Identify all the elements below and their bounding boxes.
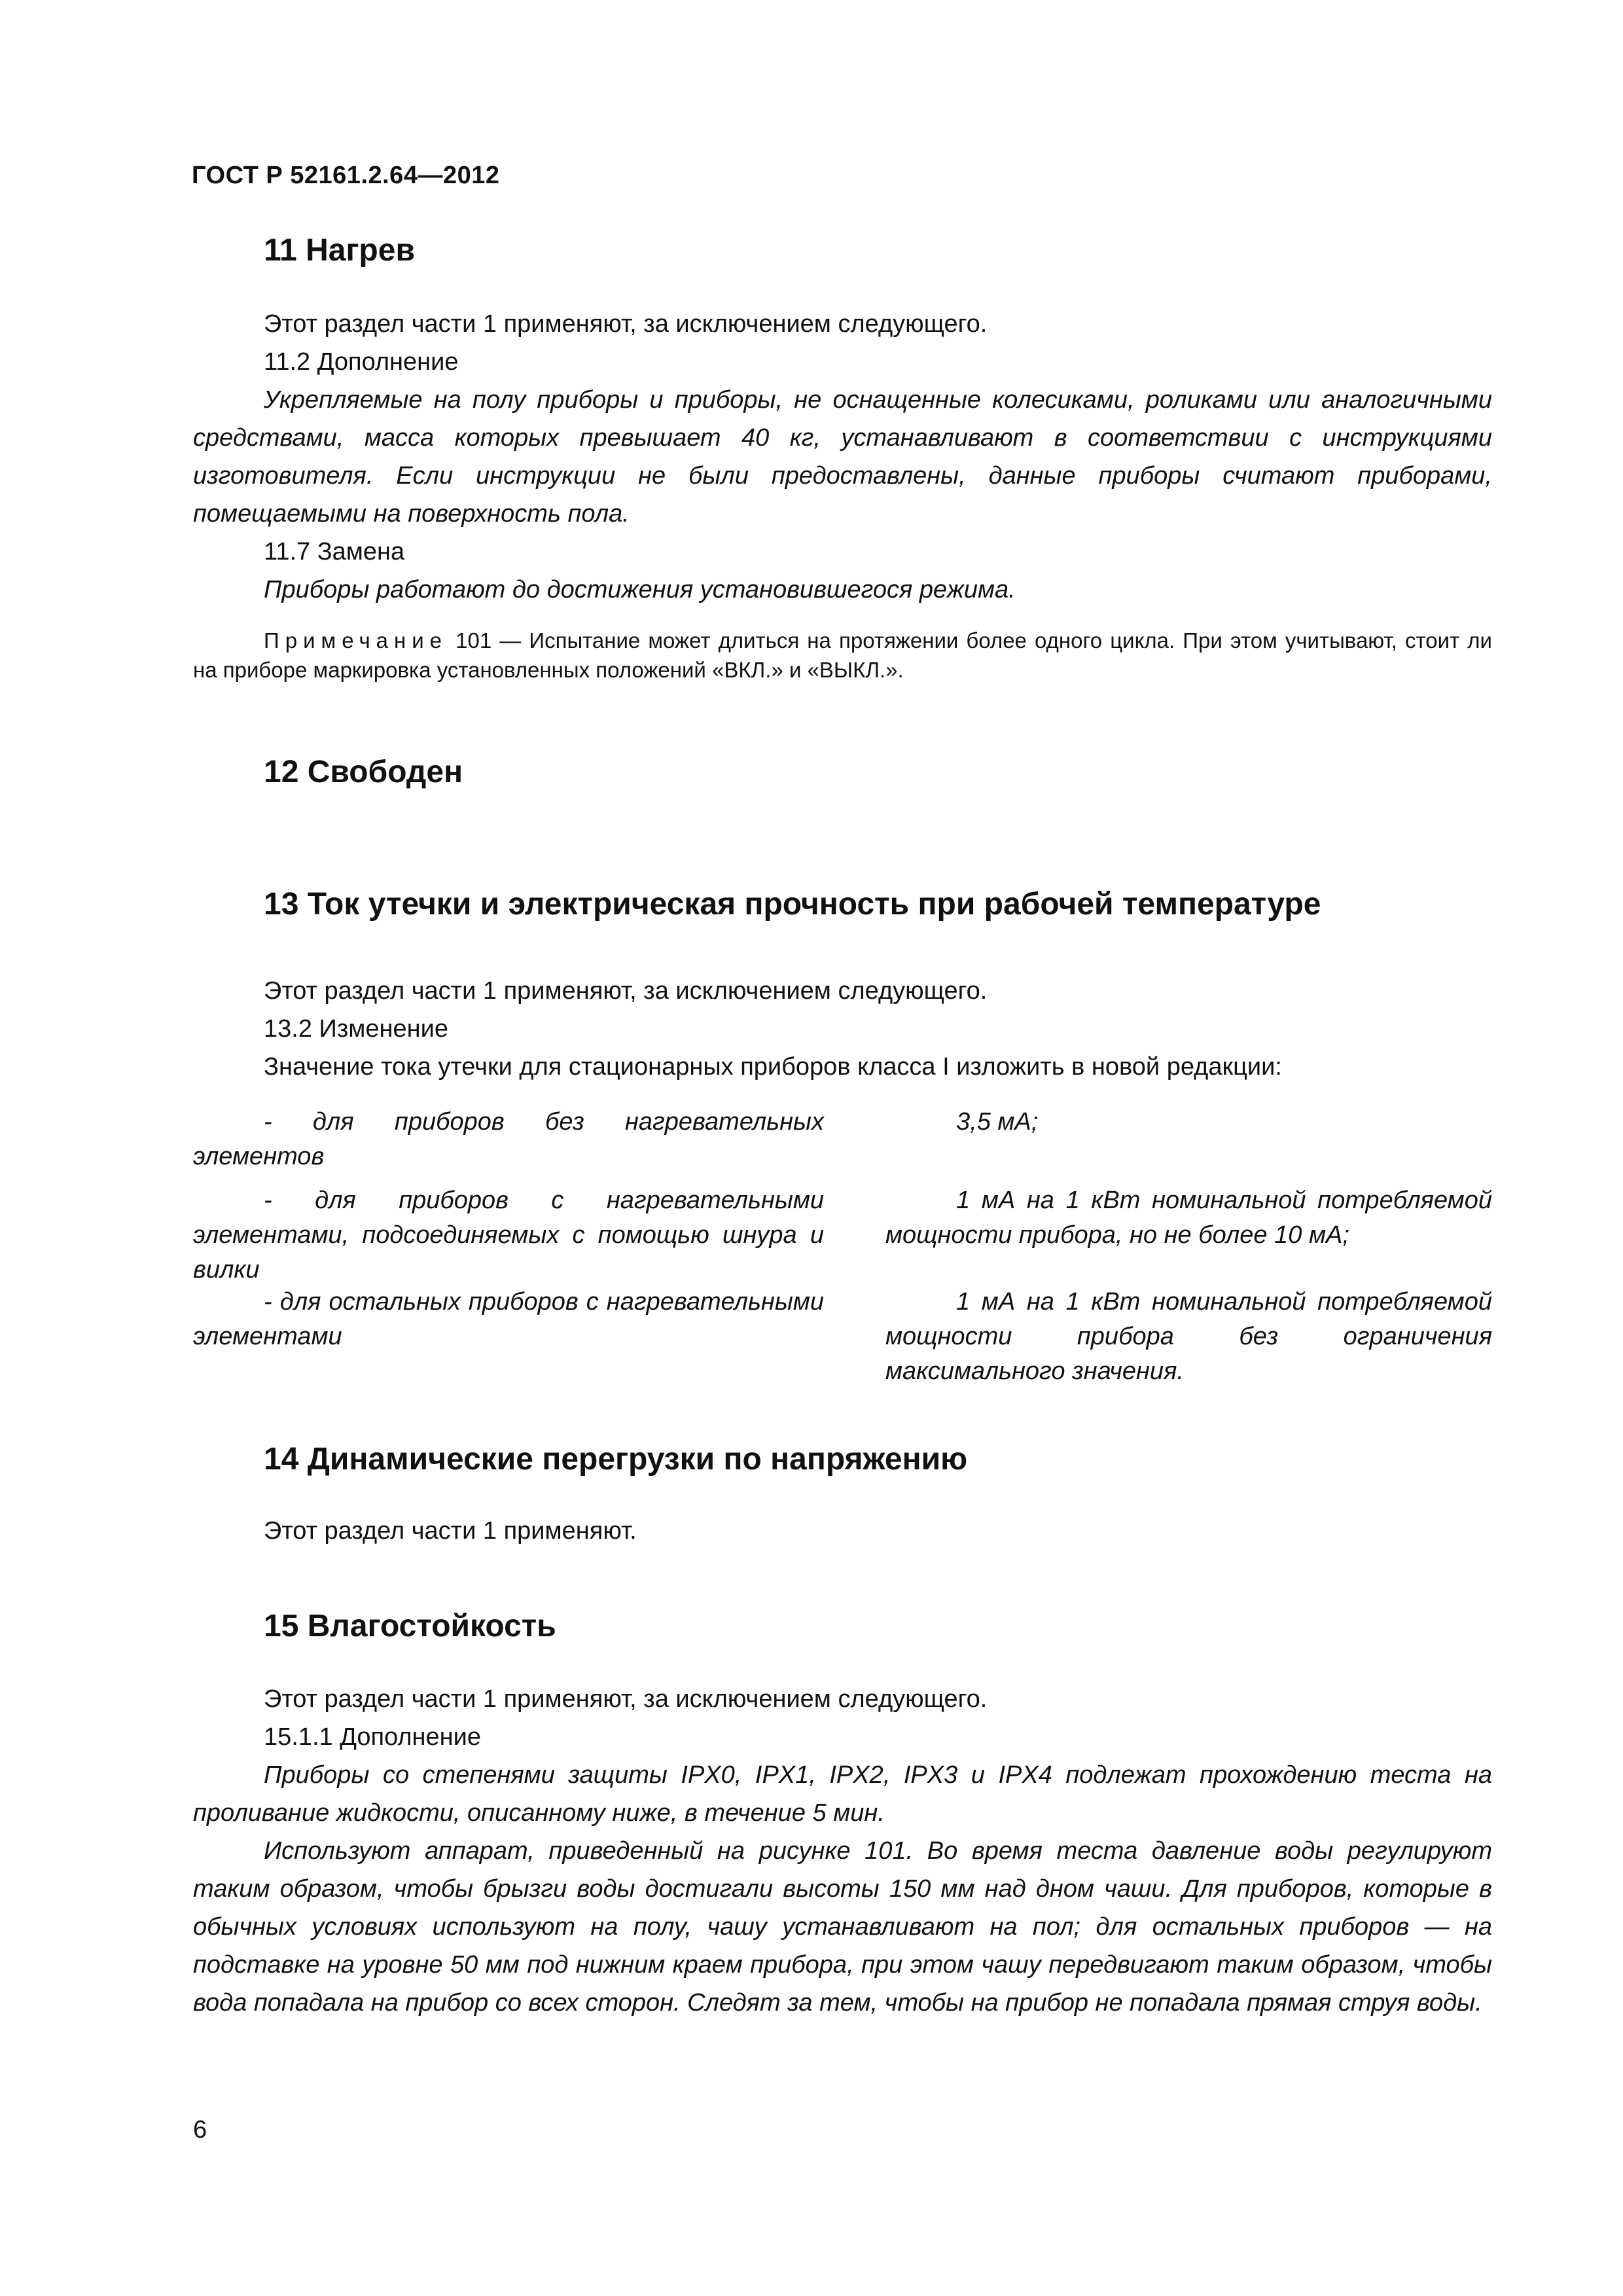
section-15-intro: Этот раздел части 1 применяют, за исключением следующего. — [264, 1685, 988, 1713]
clause-15-1-1-text-1: Приборы со степенями защиты IPX0, IPX1, IPX2, IPX3 и IPX4 подлежат прохождению теста на проливание жидкости, описанному ниже, в течение 5 мин. — [193, 1761, 1492, 1827]
clause-11-2-text: Укрепляемые на полу приборы и приборы, не оснащенные колесиками, роликами или аналогичными средствами, масса которых превышает 40 кг, устанавливают в соответствии с инструкциями изготовителя. Если инструкции не были предоставлены, данные приборы считают приборами, помещаемыми на поверхность пола. — [193, 386, 1492, 528]
leakage-condition: - для приборов без нагревательных элементов — [193, 1108, 824, 1170]
section-15-heading: 15 Влагостойкость — [264, 1609, 556, 1643]
section-12-heading: 12 Свободен — [264, 755, 463, 789]
leakage-condition: - для приборов с нагревательными элементами, подсоединяемых с помощью шнура и вилки — [193, 1187, 824, 1283]
section-13-intro: Этот раздел части 1 применяют, за исключением следующего. — [264, 977, 988, 1005]
section-13-heading: 13 Ток утечки и электрическая прочность при рабочей температуре — [264, 887, 1321, 922]
section-14-heading: 14 Динамические перегрузки по напряжению — [264, 1442, 968, 1477]
clause-11-7-text: Приборы работают до достижения установившегося режима. — [264, 576, 1016, 603]
document-code-header: ГОСТ Р 52161.2.64—2012 — [192, 162, 500, 189]
clause-11-7-label: 11.7 Замена — [264, 538, 405, 565]
section-11-heading: 11 Нагрев — [264, 233, 415, 268]
section-14-text: Этот раздел части 1 применяют. — [264, 1517, 637, 1545]
note-text: 101 — Испытание может длиться на протяжении более одного цикла. При этом учитывают, стоит ли на приборе маркировка установленных положений «ВКЛ.» и «ВЫКЛ.». — [193, 628, 1492, 682]
leakage-row-3 — [193, 1285, 1492, 1390]
page-number: 6 — [193, 2116, 207, 2144]
leakage-condition: - для остальных приборов с нагревательными элементами — [193, 1288, 824, 1350]
leakage-value: 1 мА на 1 кВт номинальной потребляемой мощности прибора без ограничения максимального значения. — [885, 1288, 1492, 1385]
leakage-value: 1 мА на 1 кВт номинальной потребляемой мощности прибора, но не более 10 мА; — [885, 1187, 1492, 1249]
clause-13-2-label: 13.2 Изменение — [264, 1015, 448, 1043]
clause-15-1-1-text-2: Используют аппарат, приведенный на рисунке 101. Во время теста давление воды регулируют таким образом, чтобы брызги воды достигали высоты 150 мм над дном чаши. Для приборов, которые в обычных условиях используют на полу, чашу устанавливают на пол; для остальных приборов — на подставке на уровне 50 мм под нижним краем прибора, при этом чашу передвигают таким образом, чтобы вода попадала на прибор со всех сторон. Следят за тем, чтобы на прибор не попадала прямая струя воды. — [193, 1837, 1492, 2017]
leakage-row-2 — [193, 1183, 1492, 1288]
clause-13-2-text: Значение тока утечки для стационарных приборов класса I изложить в новой редакции: — [264, 1053, 1282, 1081]
clause-15-1-1-label: 15.1.1 Дополнение — [264, 1723, 482, 1751]
note-101 — [193, 626, 1492, 685]
leakage-row-1 — [193, 1105, 1492, 1177]
note-label: Примечание — [264, 628, 448, 653]
leakage-value: 3,5 мА; — [956, 1108, 1039, 1136]
clause-11-2-label: 11.2 Дополнение — [264, 348, 459, 376]
section-11-intro: Этот раздел части 1 применяют, за исключением следующего. — [264, 310, 988, 338]
